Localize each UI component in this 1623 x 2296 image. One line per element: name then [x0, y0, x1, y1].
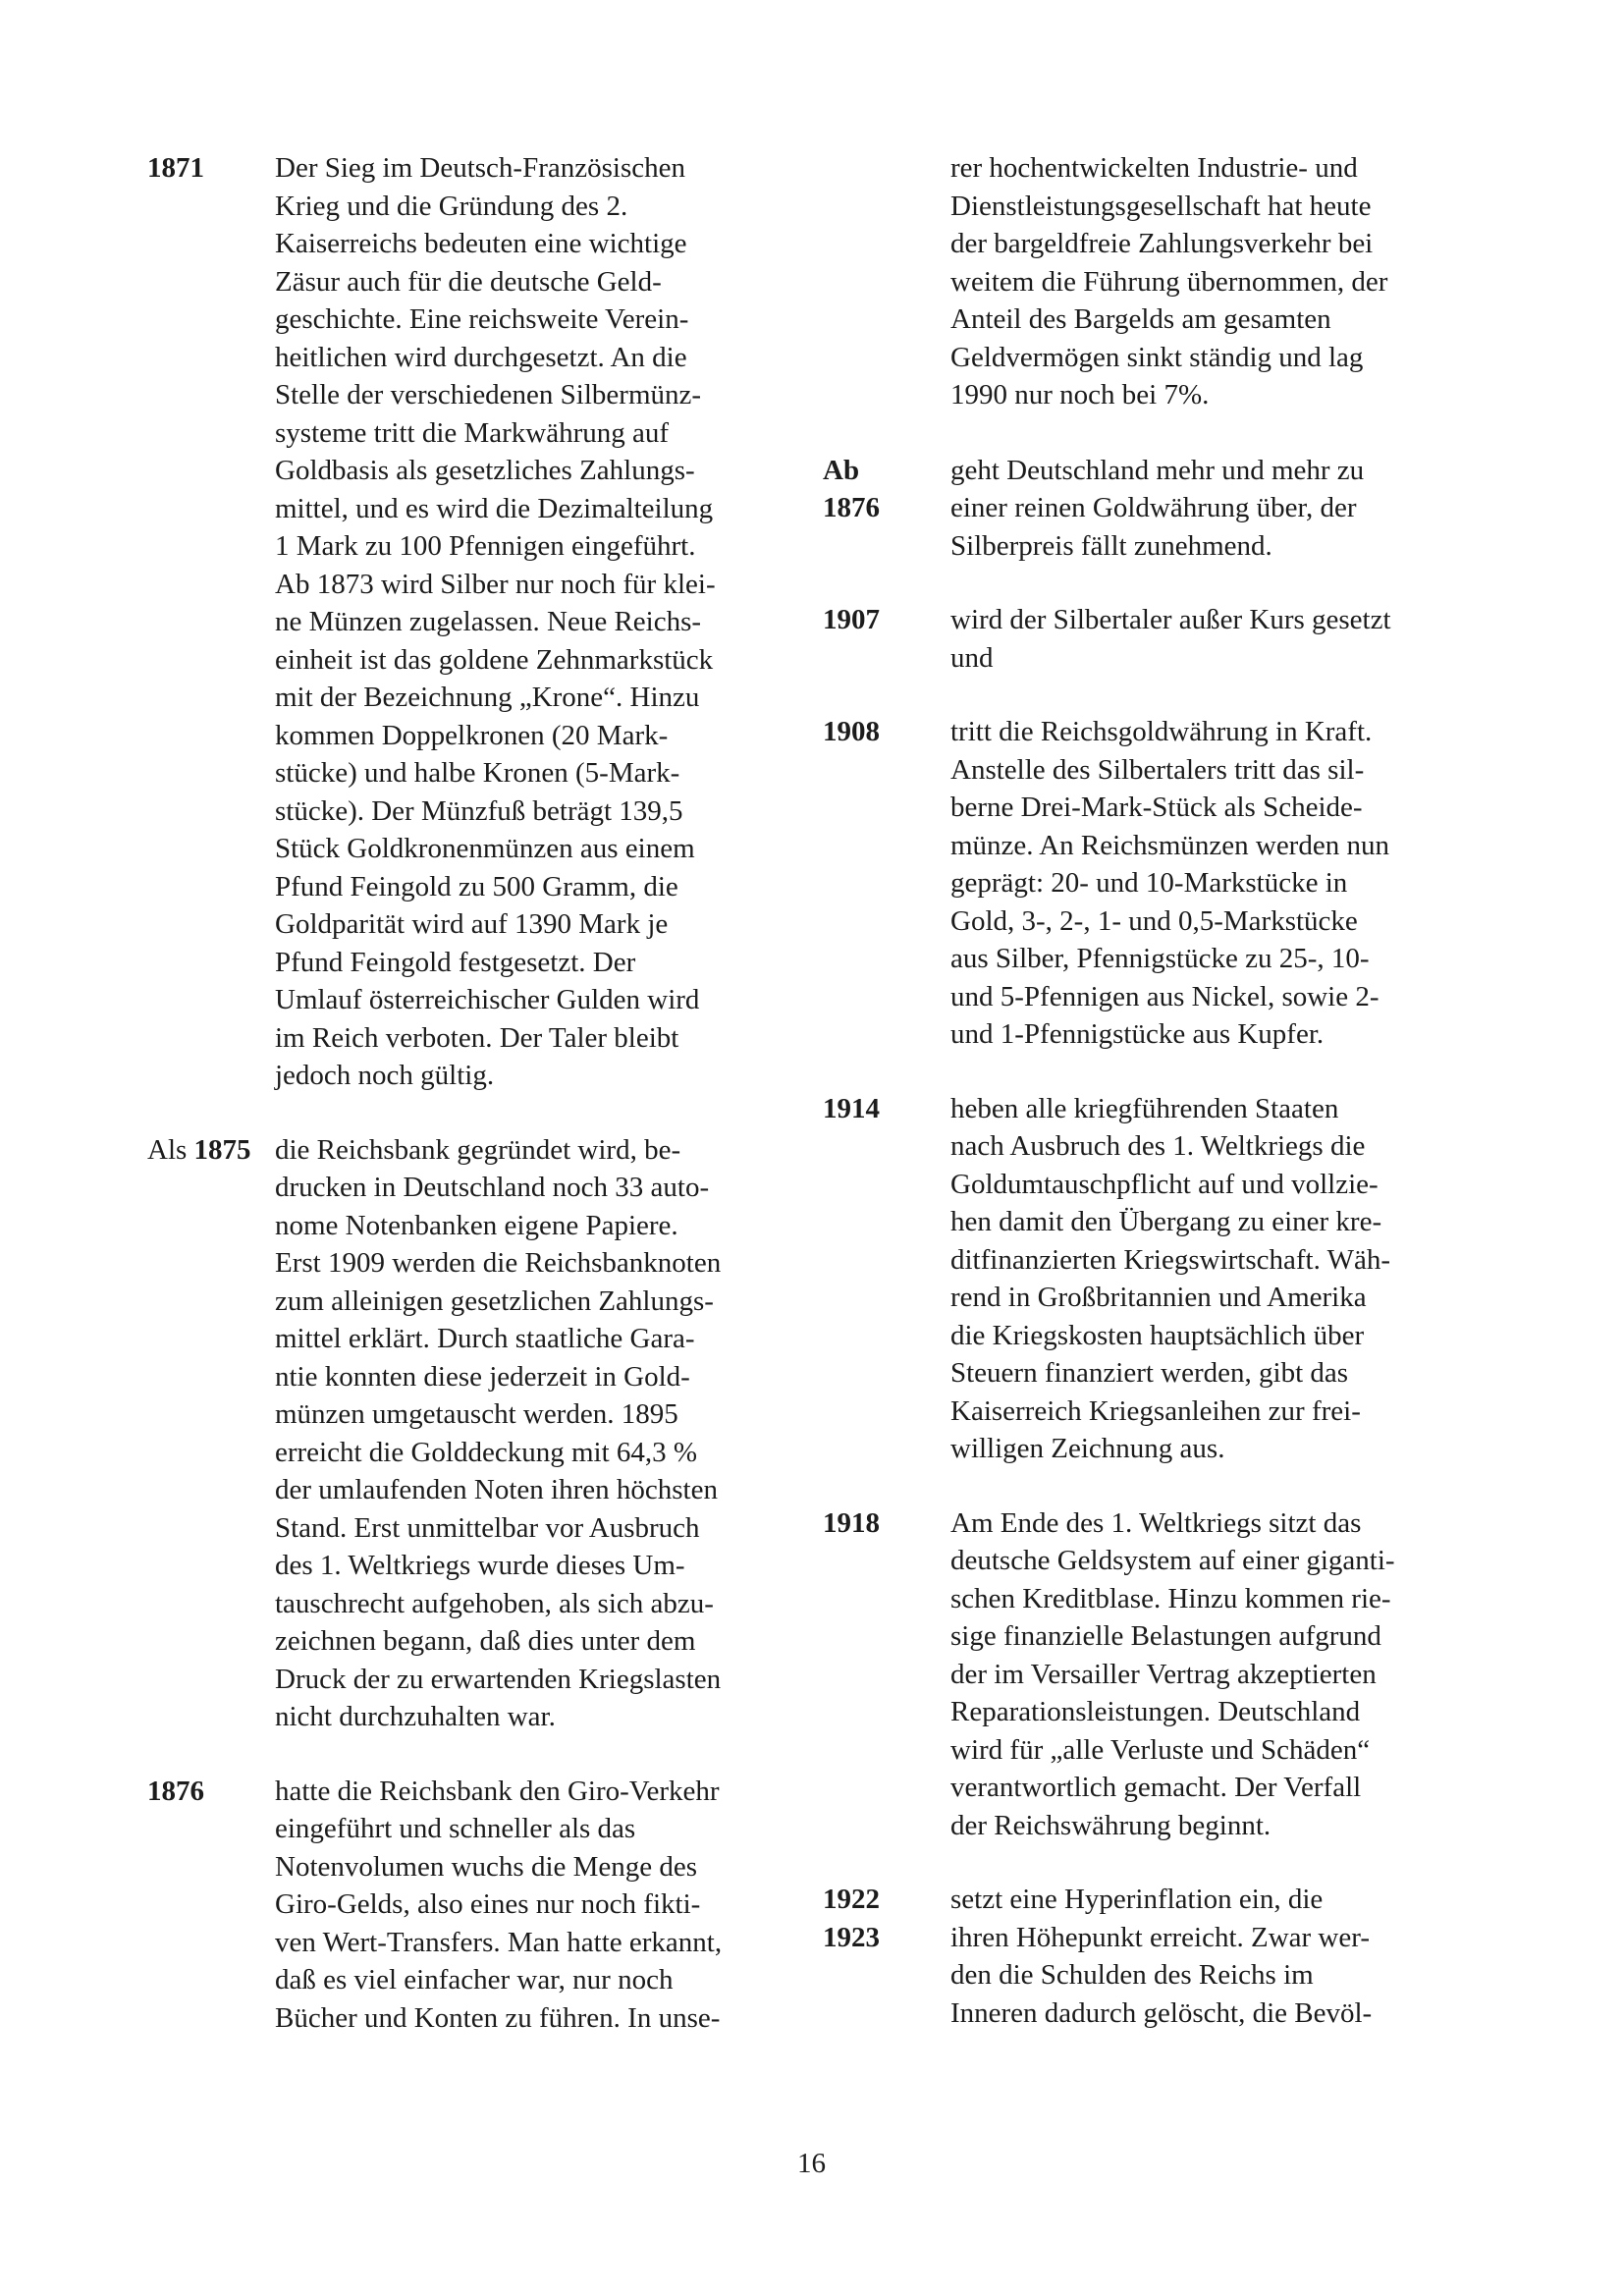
entry-text: hatte die Reichsbank den Giro-Verkehr eingeführt und schneller als das Notenvolumen wuchs die Menge des Giro-Gelds, also eines nur noch fikti- ven Wert-Transfers. Man hatte erkannt, daß es viel einfacher war, nur noch Bücher und Konten zu führen. In unse- [275, 1775, 723, 2034]
entry-text: geht Deutschland mehr und mehr zu einer reinen Goldwährung über, der Silberpreis fällt zunehmend. [950, 454, 1365, 562]
entry-text: die Reichsbank gegründet wird, be- drucken in Deutschland noch 33 auto- nome Notenbanken eigene Papiere. Erst 1909 werden die Reichsbanknoten zum alleinigen gesetzlichen Zahlungs- mittel erklärt. Durch staatliche Gara- ntie konnten diese jederzeit in Gold- münzen umgetauscht werden. 1895 erreicht die Golddeckung mit 64,3 % der umlaufenden Noten ihren höchsten Stand. Erst unmittelbar vor Ausbruch des 1. Weltkriegs wurde dieses Um- tauschrecht aufgehoben, als sich abzu- zeichnen begann, daß dies unter dem Druck der zu erwartenden Kriegslasten nicht durchzuhalten war. [275, 1133, 722, 1732]
entry-text: wird der Silbertaler außer Kurs gesetzt und [950, 604, 1391, 674]
entry-text: tritt die Reichsgoldwährung in Kraft. Anstelle des Silbertalers tritt das sil- berne Drei-Mark-Stück als Scheide- münze. An Reichsmünzen werden nun geprägt: 20- und 10-Markstücke in Gold, 3-, 2-, 1- und 0,5-Markstücke aus Silber, Pfennigstücke zu 25-, 10- und 5-Pfennigen aus Nickel, sowie 2- und 1-Pfennigstücke aus Kupfer. [950, 716, 1389, 1050]
entry-year: 1871 [147, 152, 204, 184]
entry-year: 1922 1923 [823, 1884, 880, 1953]
entry-year: Als 1875 [147, 1133, 251, 1166]
entry-year: Ab 1876 [823, 454, 880, 523]
entry-1876 [147, 1773, 785, 2038]
entry-1908 [823, 713, 1461, 1054]
right-column [823, 149, 1461, 2032]
entry-text: rer hochentwickelten Industrie- und Dienstleistungsgesellschaft hat heute der bargeldfreie Zahlungsverkehr bei weitem die Führung übernommen, der Anteil des Bargelds am gesamten Geldvermögen sinkt ständig und lag 1990 nur noch bei 7%. [950, 152, 1388, 410]
entry-ab-1876 [823, 452, 1461, 566]
entry-1871 [147, 149, 785, 1095]
entry-1918 [823, 1504, 1461, 1845]
entry-year: 1907 [823, 604, 880, 635]
entry-year: 1908 [823, 716, 880, 747]
entry-1922-1923 [823, 1881, 1461, 2032]
entry-text: Der Sieg im Deutsch-Französischen Krieg und die Gründung des 2. Kaiserreichs bedeuten eine wichtige Zäsur auch für die deutsche Geld- geschichte. Eine reichsweite Verein- heitlichen wird durchgesetzt. An die Stelle der verschiedenen Silbermünz- systeme tritt die Markwährung auf Goldbasis als gesetzliches Zahlungs- mittel, und es wird die Dezimalteilung 1 Mark zu 100 Pfennigen eingeführt. Ab 1873 wird Silber nur noch für klei- ne Münzen zugelassen. Neue Reichs- einheit ist das goldene Zehnmarkstück mit der Bezeichnung „Krone“. Hinzu kommen Doppelkronen (20 Mark- stücke) und halbe Kronen (5-Mark- stücke). Der Münzfuß beträgt 139,5 Stück Goldkronenmünzen aus einem Pfund Feingold zu 500 Gramm, die Goldparität wird auf 1390 Mark je Pfund Feingold festgesetzt. Der Umlauf österreichischer Gulden wird im Reich verboten. Der Taler bleibt jedoch noch gültig. [275, 152, 716, 1091]
entry-year: 1876 [147, 1775, 204, 1807]
page-number: 16 [797, 2148, 826, 2179]
entry-year: 1914 [823, 1092, 880, 1124]
entry-continuation [823, 149, 1461, 414]
entry-text: Am Ende des 1. Weltkriegs sitzt das deutsche Geldsystem auf einer giganti- schen Kreditblase. Hinzu kommen rie- sige finanzielle Belastungen aufgrund der im Versailler Vertrag akzeptierten Reparationsleistungen. Deutschland wird für „alle Verluste und Schäden“ verantwortlich gemacht. Der Verfall der Reichswährung beginnt. [950, 1506, 1395, 1841]
left-column [147, 149, 785, 2037]
entry-1907 [823, 601, 1461, 677]
entry-text: setzt eine Hyperinflation ein, die ihren Höhepunkt erreicht. Zwar wer- den die Schulden des Reichs im Inneren dadurch gelöscht, die Bevöl- [950, 1884, 1373, 2029]
entry-text: heben alle kriegführenden Staaten nach Ausbruch des 1. Weltkriegs die Goldumtauschpflicht auf und vollzie- hen damit den Übergang zu einer kre- ditfinanzierten Kriegswirtschaft. Wäh- rend in Großbritannien und Amerika die Kriegskosten hauptsächlich über Steuern finanziert werden, gibt das Kaiserreich Kriegsanleihen zur frei- willigen Zeichnung aus. [950, 1092, 1390, 1464]
entry-1914 [823, 1090, 1461, 1468]
year-prefix: Als [147, 1133, 188, 1166]
entry-year: 1918 [823, 1506, 880, 1539]
entry-1875 [147, 1131, 785, 1736]
